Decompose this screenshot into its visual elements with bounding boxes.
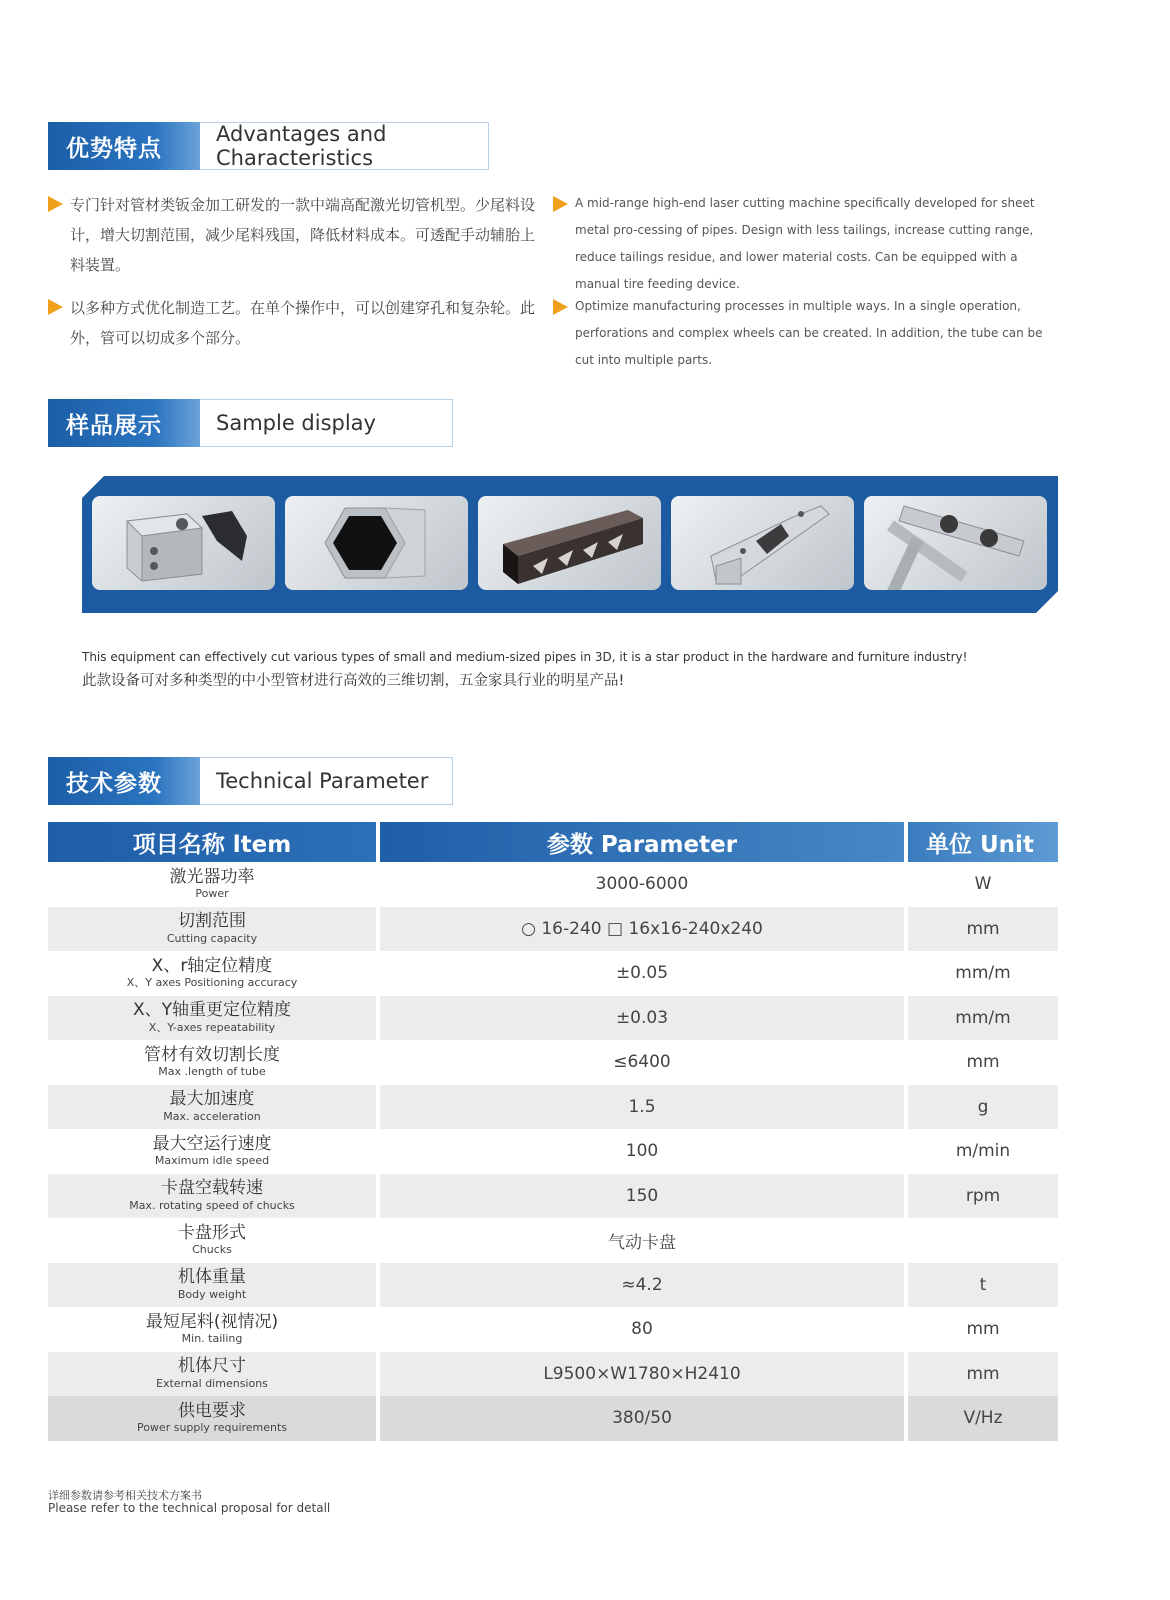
- param-name: [48, 951, 376, 996]
- advantage-item-en-1: [553, 190, 1053, 298]
- footer-note-en: Please refer to the technical proposal for detall: [48, 1501, 331, 1515]
- table-row: [48, 1085, 1058, 1130]
- param-name-en: Chucks: [192, 1243, 232, 1257]
- header-item: 项目名称 ltem: [48, 822, 376, 862]
- table-row: [48, 1218, 1058, 1263]
- param-name: [48, 1352, 376, 1397]
- param-name-en: External dimensions: [156, 1376, 268, 1390]
- bullet-triangle-icon: [553, 196, 568, 212]
- param-name-cn: 最短尾料(视情况): [145, 1311, 279, 1332]
- param-unit: V/Hz: [908, 1396, 1058, 1441]
- param-name: [48, 1129, 376, 1174]
- advantage-item-cn-2: [48, 293, 538, 353]
- param-name-cn: 供电要求: [178, 1400, 246, 1421]
- samples-header: [48, 399, 453, 447]
- param-value: L9500×W1780×H2410: [380, 1352, 904, 1397]
- param-name-en: Min. tailing: [181, 1332, 243, 1346]
- param-name-cn: X、Y轴重更定位精度: [132, 1000, 292, 1021]
- advantage-text-en: Optimize manufacturing processes in multiple ways. In a single operation, perforations and complex wheels can be created. In addition, the tube can be cut into multiple parts.: [575, 299, 1043, 367]
- param-name: [48, 996, 376, 1041]
- param-unit: mm/m: [955, 963, 1011, 984]
- param-name-cn: 管材有效切割长度: [144, 1044, 280, 1065]
- param-name-en: X、Y axes Positioning accuracy: [126, 976, 298, 990]
- sample-photo-rectangular-tube: [478, 496, 661, 590]
- tech-title-cn: 技术参数: [48, 757, 200, 805]
- tech-table-header: [48, 822, 1058, 862]
- param-name-en: X、Y-axes repeatability: [148, 1020, 276, 1034]
- header-parameter: 参数 Parameter: [380, 822, 904, 862]
- param-unit: mm: [966, 1319, 1000, 1340]
- param-unit: mm: [908, 907, 1058, 952]
- advantage-text-cn: 专门针对管材类钣金加工研发的一款中端高配激光切管机型。少尾料设计，增大切割范围，减少尾料残国，降低材料成本。可透配手动辅胎上料装置。: [70, 196, 536, 274]
- sample-photo-joined-tubes: [864, 496, 1047, 590]
- table-row: [48, 1396, 1058, 1441]
- param-name: [48, 1307, 376, 1352]
- param-value: 150: [380, 1174, 904, 1219]
- param-name-en: Max. rotating speed of chucks: [129, 1198, 295, 1212]
- param-name-cn: 卡盘形式: [178, 1222, 246, 1243]
- param-name-en: Body weight: [177, 1287, 247, 1301]
- param-name-cn: 最大加速度: [169, 1089, 255, 1110]
- param-name: [48, 907, 376, 952]
- param-name-en: Maximum idle speed: [154, 1154, 270, 1168]
- table-row: [48, 1040, 1058, 1085]
- advantages-title-en: Advantages and Characteristics: [200, 122, 489, 170]
- sample-caption-en: This equipment can effectively cut various types of small and medium-sized pipes in 3D, it is a star product in the hardware and furniture industry!: [82, 650, 968, 664]
- param-unit: mm/m: [908, 996, 1058, 1041]
- param-name: [48, 1040, 376, 1085]
- tech-header: [48, 757, 453, 805]
- param-name-cn: 切割范围: [178, 911, 246, 932]
- param-value: 100: [625, 1141, 659, 1162]
- param-name-en: Power: [195, 887, 229, 901]
- param-name-en: Max. acceleration: [163, 1109, 261, 1123]
- param-name: [48, 1263, 376, 1308]
- tech-title-en: Technical Parameter: [200, 757, 453, 805]
- advantage-text-cn: 以多种方式优化制造工艺。在单个操作中，可以创建穿孔和复杂轮。此外，管可以切成多个部分。: [70, 299, 536, 347]
- param-name-en: Power supply requirements: [136, 1421, 288, 1435]
- table-row: [48, 862, 1058, 907]
- advantages-title-cn: 优势特点: [48, 122, 200, 170]
- param-name-en: Max .length of tube: [158, 1065, 266, 1079]
- param-name: [48, 1085, 376, 1130]
- param-value: ≤6400: [613, 1052, 671, 1073]
- sample-caption-cn: 此款设备可对多种类型的中小型管材进行高效的三维切割，五金家具行业的明星产品!: [82, 673, 625, 689]
- param-value: ±0.05: [615, 963, 669, 984]
- advantages-header: [48, 122, 489, 170]
- param-name-cn: 机体尺寸: [178, 1356, 246, 1377]
- tech-table: [48, 822, 1058, 1441]
- param-name: [48, 1174, 376, 1219]
- table-row: [48, 951, 1058, 996]
- param-value: ±0.03: [380, 996, 904, 1041]
- table-row: [48, 1307, 1058, 1352]
- bullet-triangle-icon: [48, 299, 63, 315]
- table-row: [48, 996, 1058, 1041]
- advantage-text-en: A mid-range high-end laser cutting machine specifically developed for sheet metal pro-cessing of pipes. Design with less tailings, increase cutting range, reduce tailings residue, and lower material costs. Can be equipped with a manual tire feeding device.: [575, 196, 1035, 291]
- param-value: 3000-6000: [595, 874, 689, 895]
- param-value: ≈4.2: [380, 1263, 904, 1308]
- param-name-cn: 激光器功率: [169, 866, 255, 887]
- param-unit: mm: [908, 1352, 1058, 1397]
- advantage-item-en-2: [553, 293, 1053, 374]
- param-name-cn: 最大空运行速度: [152, 1133, 272, 1154]
- tech-table-body: [48, 862, 1058, 1441]
- param-unit: t: [908, 1263, 1058, 1308]
- param-unit: rpm: [908, 1174, 1058, 1219]
- table-row: [48, 1352, 1058, 1397]
- sample-photo-hexagon-tube: [285, 496, 468, 590]
- param-name-cn: 卡盘空载转速: [161, 1178, 263, 1199]
- samples-title-cn: 样品展示: [48, 399, 200, 447]
- bullet-triangle-icon: [553, 299, 568, 315]
- param-unit: W: [974, 874, 992, 895]
- param-value: 80: [631, 1319, 653, 1340]
- param-name: [48, 862, 376, 907]
- param-name-en: Cutting capacity: [166, 931, 258, 945]
- param-unit: g: [908, 1085, 1058, 1130]
- param-name-cn: 机体重量: [178, 1267, 246, 1288]
- param-value: ○ 16-240 □ 16x16-240x240: [380, 907, 904, 952]
- table-row: [48, 1129, 1058, 1174]
- param-name: [48, 1396, 376, 1441]
- table-row: [48, 1263, 1058, 1308]
- param-value: 气动卡盘: [608, 1232, 676, 1253]
- param-unit: m/min: [955, 1141, 1011, 1162]
- advantage-item-cn-1: [48, 190, 538, 280]
- header-unit: 单位 Unit: [908, 822, 1058, 862]
- samples-title-en: Sample display: [200, 399, 453, 447]
- bullet-triangle-icon: [48, 196, 63, 212]
- sample-photo-square-tube: [92, 496, 275, 590]
- param-name-cn: X、r轴定位精度: [151, 955, 273, 976]
- sample-photo-cut-tube: [671, 496, 854, 590]
- param-unit: [908, 1218, 1058, 1263]
- param-value: 380/50: [380, 1396, 904, 1441]
- sample-gallery: [82, 476, 1058, 613]
- param-value: 1.5: [380, 1085, 904, 1130]
- footer-note-cn: 详细参数请参考相关技术方案书: [48, 1489, 202, 1502]
- param-name: [48, 1218, 376, 1263]
- table-row: [48, 907, 1058, 952]
- param-unit: mm: [966, 1052, 1000, 1073]
- table-row: [48, 1174, 1058, 1219]
